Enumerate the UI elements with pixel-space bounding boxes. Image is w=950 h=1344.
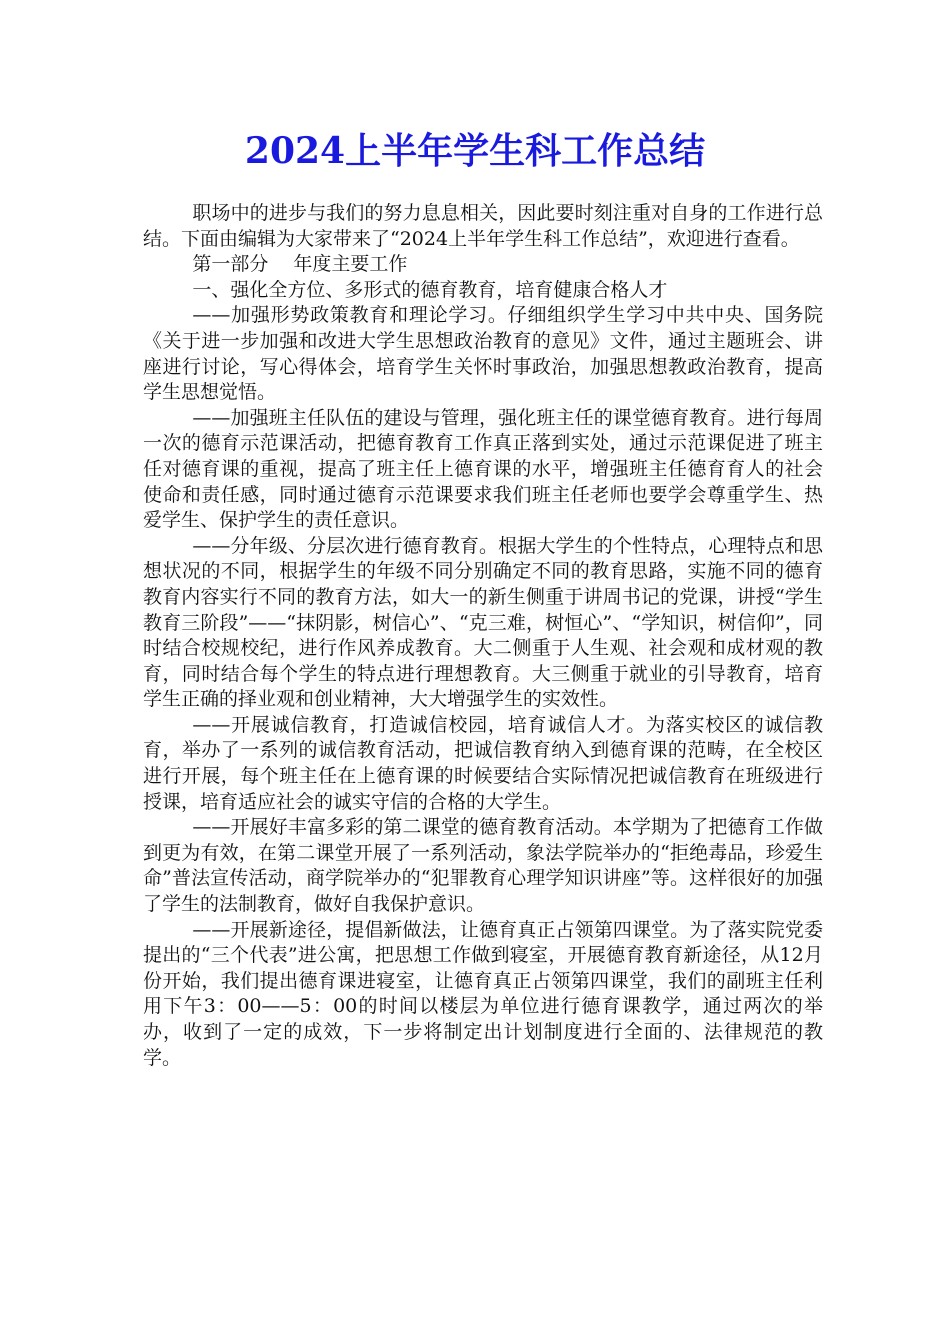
paragraph-integrity: ——开展诚信教育，打造诚信校园，培育诚信人才。为落实校区的诚信教育，举办了一系列的诚信教育活动，把诚信教育纳入到德育课的范畴，在全校区进行开展，每个班主任在上德育课的时候要结合实际情况把诚信教育在班级进行授课，培育适应社会的诚实守信的合格的大学生。 <box>143 713 823 813</box>
paragraph-policy-education: ——加强形势政策教育和理论学习。仔细组织学生学习中共中央、国务院《关于进一步加强和改进大学生思想政治教育的意见》文件，通过主题班会、讲座进行讨论，写心得体会，培育学生关怀时事政治，加强思想教政治教育，提高学生思想觉悟。 <box>143 304 823 404</box>
paragraph-intro: 职场中的进步与我们的努力息息相关，因此要时刻注重对自身的工作进行总结。下面由编辑为大家带来了“2024上半年学生科工作总结”，欢迎进行查看。 <box>143 202 823 250</box>
paragraph-subheading: 一、强化全方位、多形式的德育教育，培育健康合格人才 <box>192 278 668 301</box>
paragraph-second-classroom: ——开展好丰富多彩的第二课堂的德育教育活动。本学期为了把德育工作做到更为有效，在第二课堂开展了一系列活动，象法学院举办的“拒绝毒品，珍爱生命”普法宣传活动，商学院举办的“犯罪教育心理学知识讲座”等。这样很好的加强了学生的法制教育，做好自我保护意识。 <box>143 816 823 916</box>
paragraph-section-heading: 第一部分 年度主要工作 <box>192 253 408 276</box>
document-body <box>143 201 823 1071</box>
paragraph-head-teacher: ——加强班主任队伍的建设与管理，强化班主任的课堂德育教育。进行每周一次的德育示范课活动，把德育教育工作真正落到实处，通过示范课促进了班主任对德育课的重视，提高了班主任上德育课的水平，增强班主任德育育人的社会使命和责任感，同时通过德育示范课要求我们班主任老师也要学会尊重学生、热爱学生、保护学生的责任意识。 <box>143 406 823 532</box>
paragraph-graded-education: ——分年级、分层次进行德育教育。根据大学生的个性特点，心理特点和思想状况的不同，根据学生的年级不同分别确定不同的教育思路，实施不同的德育教育内容实行不同的教育方法，如大一的新生侧重于讲周书记的党课，讲授“学生教育三阶段”——“抹阴影，树信心”、“克三难，树恒心”、“学知识，树信仰”，同时结合校规校纪，进行作风养成教育。大二侧重于人生观、社会观和成材观的教育，同时结合每个学生的特点进行理想教育。大三侧重于就业的引导教育，培育学生正确的择业观和创业精神，大大增强学生的实效性。 <box>143 534 823 711</box>
paragraph-fourth-classroom: ——开展新途径，提倡新做法，让德育真正占领第四课堂。为了落实院党委提出的“三个代表”进公寓，把思想工作做到寝室，开展德育教育新途径，从12月份开始，我们提出德育课进寝室，让德育真正占领第四课堂，我们的副班主任利用下午3：00——5：00的时间以楼层为单位进行德育课教学，通过两次的举办，收到了一定的成效，下一步将制定出计划制度进行全面的、法律规范的教学。 <box>143 918 823 1069</box>
document-title: 2024上半年学生科工作总结 <box>244 130 706 172</box>
